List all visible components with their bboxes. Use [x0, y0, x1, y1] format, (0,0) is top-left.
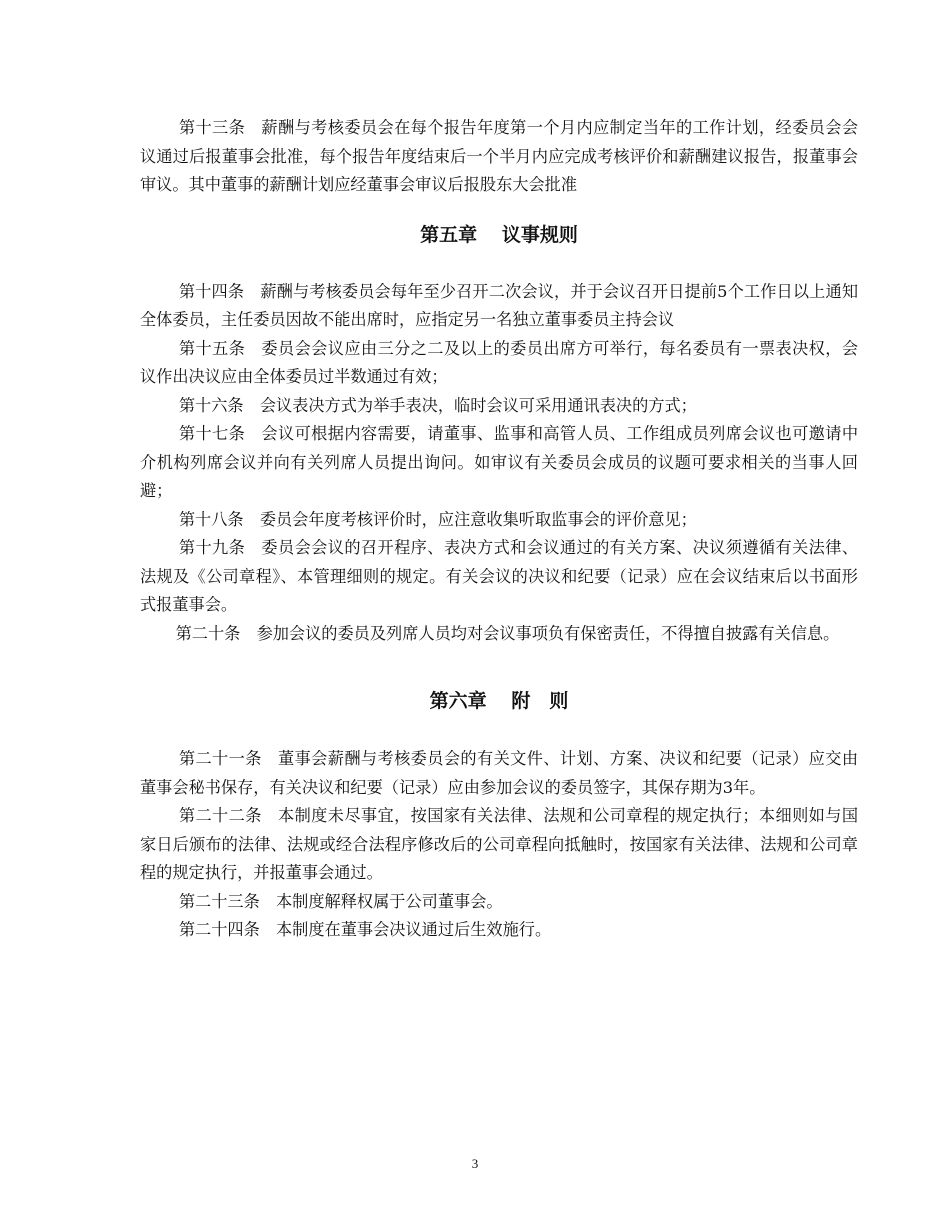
article-text: 薪酬与考核委员会在每个报告年度第一个月内应制定当年的工作计划，经委员会会议通过后报董事会批准，每个报告年度结束后一个半月内应完成考核评价和薪酬建议报告，报董事会审议。其中董事的薪酬计划应经董事会审议后报股东大会批准 — [140, 118, 859, 194]
article-22 — [140, 802, 858, 888]
article-text: 本制度在董事会决议通过后生效施行。 — [276, 920, 552, 939]
article-number: 第二十二条 — [178, 806, 262, 825]
article-14 — [140, 278, 858, 335]
article-number: 第二十四条 — [178, 920, 260, 939]
document-body — [140, 114, 858, 945]
article-number: 第二十三条 — [178, 891, 260, 911]
article-text: 薪酬与考核委员会每年至少召开二次会议，并于会议召开日提前5个工作日以上通知全体委员，主任委员因故不能出席时，应指定另一名独立董事委员主持会议 — [140, 281, 859, 329]
article-number: 第十六条 — [178, 395, 244, 415]
article-number: 第十七条 — [178, 424, 246, 443]
article-number: 第二十条 — [175, 623, 241, 643]
article-number: 第十三条 — [178, 118, 246, 137]
chapter-5-heading — [140, 221, 858, 249]
article-text: 本制度解释权属于公司董事会。 — [276, 891, 503, 911]
article-20 — [140, 620, 858, 649]
article-text: 委员会年度考核评价时，应注意收集听取监事会的评价意见； — [259, 509, 697, 529]
article-text: 本制度未尽事宜，按国家有关法律、法规和公司章程的规定执行；本细则如与国家日后颁布的法律、法规或经合法程序修改后的公司章程向抵触时，按国家有关法律、法规和公司章程的规定执行，并报董事会通过。 — [140, 806, 859, 882]
article-number: 第二十一条 — [178, 749, 262, 768]
article-text: 会议表决方式为举手表决，临时会议可采用通讯表决的方式； — [259, 395, 697, 415]
page-number: 3 — [471, 1156, 479, 1171]
article-text: 委员会会议的召开程序、表决方式和会议通过的有关方案、决议须遵循有关法律、法规及《公司章程》、本管理细则的规定。有关会议的决议和纪要（记录）应在会议结束后以书面形式报董事会。 — [140, 538, 859, 614]
chapter-6-heading — [140, 687, 858, 715]
article-15 — [140, 335, 858, 392]
article-13 — [140, 114, 858, 200]
article-number: 第十四条 — [178, 281, 245, 301]
chapter-number: 第六章 — [429, 690, 487, 712]
article-text: 会议可根据内容需要，请董事、监事和高管人员、工作组成员列席会议也可邀请中介机构列席会议并向有关列席人员提出询问。如审议有关委员会成员的议题可要求相关的当事人回避； — [140, 424, 859, 500]
article-18 — [140, 506, 858, 535]
article-text: 委员会会议应由三分之二及以上的委员出席方可举行，每名委员有一票表决权，会议作出决议应由全体委员过半数通过有效； — [140, 338, 859, 386]
chapter-number: 第五章 — [420, 223, 478, 246]
article-number: 第十八条 — [178, 509, 244, 529]
article-21 — [140, 745, 858, 802]
article-23 — [140, 888, 858, 917]
article-text: 参加会议的委员及列席人员均对会议事项负有保密责任，不得擅自披露有关信息。 — [256, 623, 840, 643]
article-16 — [140, 392, 858, 421]
article-text: 董事会薪酬与考核委员会的有关文件、计划、方案、决议和纪要（记录）应交由董事会秘书保存，有关决议和纪要（记录）应由参加会议的委员签字，其保存期为3年。 — [140, 749, 859, 797]
article-number: 第十五条 — [178, 338, 246, 358]
article-19 — [140, 534, 858, 620]
article-24 — [140, 916, 858, 945]
chapter-title: 议事规则 — [501, 223, 578, 246]
article-number: 第十九条 — [178, 538, 246, 557]
chapter-title: 附 则 — [511, 690, 569, 712]
article-17 — [140, 420, 858, 506]
